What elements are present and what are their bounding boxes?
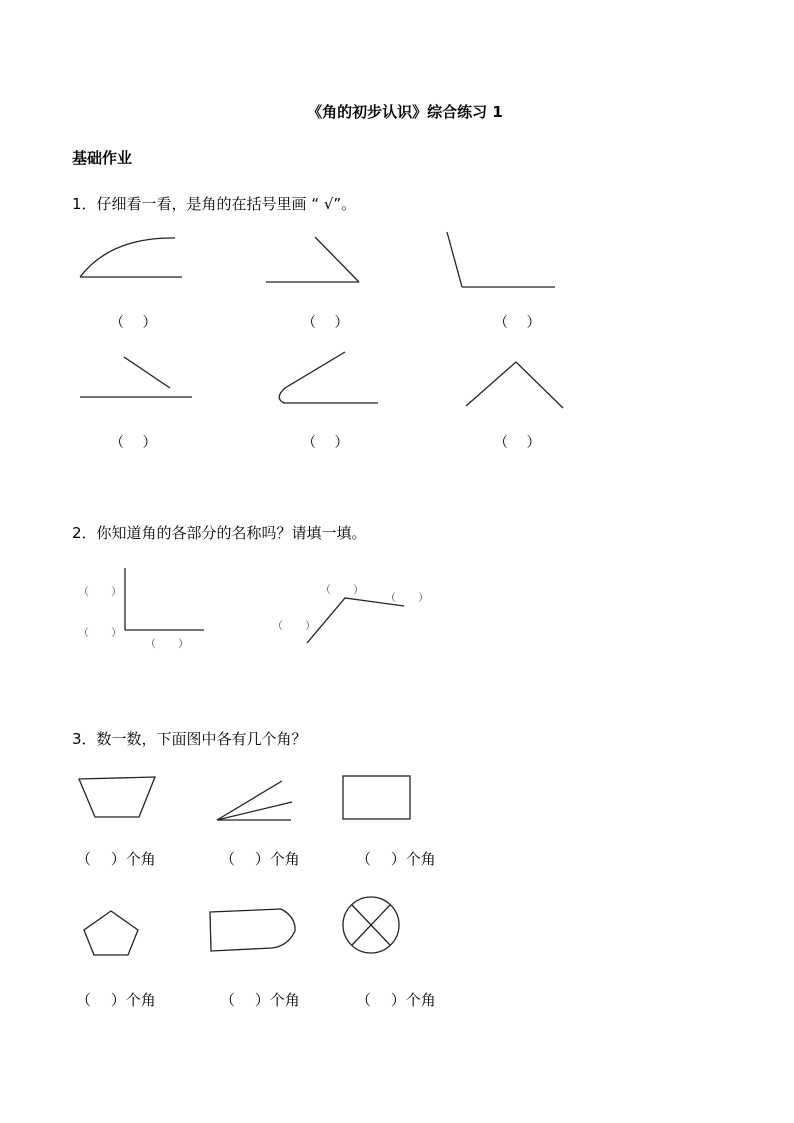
q1-figure-rounded-vertex — [279, 352, 378, 403]
page-title: 《角的初步认识》综合练习 1 — [307, 103, 503, 121]
q3-figure-circle-with-cross — [343, 897, 399, 953]
q1-figure-angle-right-vertex — [266, 237, 359, 282]
question-2-prompt: 2．你知道角的各部分的名称吗？请填一填。 — [72, 524, 367, 542]
q3-answer-half-round-shape[interactable]: （ ）个角 — [220, 991, 300, 1009]
q3-figure-half-round-shape — [210, 909, 295, 951]
q1-answer-blank-1[interactable]: （ ） — [110, 315, 157, 331]
q3-figure-trapezoid — [79, 777, 155, 817]
q3-answer-pentagon[interactable]: （ ）个角 — [76, 991, 156, 1009]
q3-answer-circle-with-cross[interactable]: （ ）个角 — [356, 991, 436, 1009]
q2-blank-side-label-right[interactable]: （ ） — [385, 591, 429, 604]
q1-figure-angle-peak — [466, 362, 563, 408]
q3-figure-pentagon — [84, 911, 138, 955]
q3-answer-rectangle[interactable]: （ ）个角 — [356, 850, 436, 868]
section-heading: 基础作业 — [72, 149, 133, 167]
q2-blank-vertex-label-left[interactable]: （ ） — [78, 585, 122, 598]
q1-figure-curved-shape — [80, 238, 182, 277]
q3-figure-rectangle — [343, 776, 410, 819]
q1-answer-blank-6[interactable]: （ ） — [494, 435, 541, 451]
q2-blank-vertex-label-top[interactable]: （ ） — [320, 583, 364, 596]
question-3-prompt: 3．数一数，下面图中各有几个角？ — [72, 730, 307, 748]
q1-answer-blank-5[interactable]: （ ） — [302, 435, 349, 451]
q2-blank-side-label-bottom[interactable]: （ ） — [145, 637, 189, 650]
q1-answer-blank-3[interactable]: （ ） — [494, 315, 541, 331]
q3-answer-fan-lines[interactable]: （ ）个角 — [220, 850, 300, 868]
q1-answer-blank-2[interactable]: （ ） — [302, 315, 349, 331]
question-1-prompt: 1．仔细看一看，是角的在括号里画 “ √”。 — [72, 195, 357, 213]
q2-blank-side-label-left[interactable]: （ ） — [272, 619, 316, 632]
q2-blank-vertex-label-left-lower[interactable]: （ ） — [78, 626, 122, 639]
q1-answer-blank-4[interactable]: （ ） — [110, 435, 157, 451]
q1-figure-unjoined-lines — [80, 357, 192, 397]
q2-figure-right-angle — [125, 568, 204, 630]
q1-figure-angle-obtuse — [447, 232, 555, 287]
q3-figure-fan-lines — [217, 781, 292, 820]
q3-answer-trapezoid[interactable]: （ ）个角 — [76, 850, 156, 868]
